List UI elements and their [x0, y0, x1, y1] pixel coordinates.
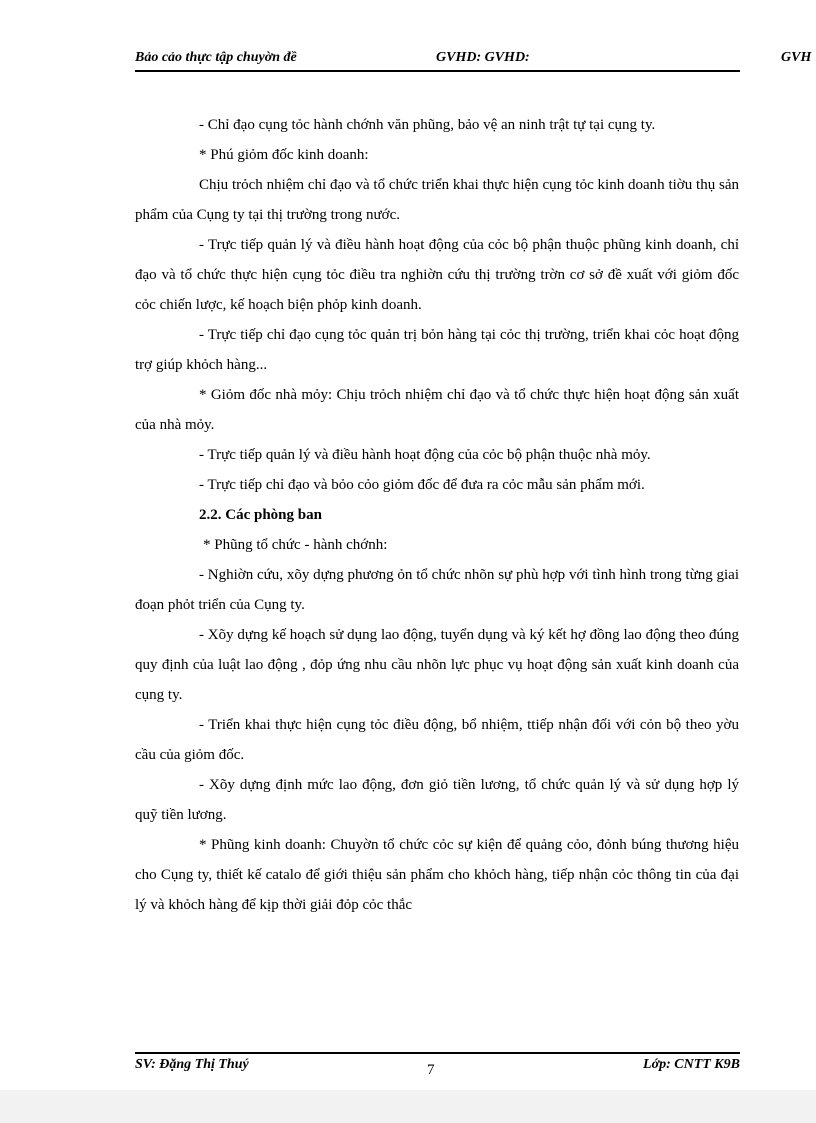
paragraph: - Xõy dựng kế hoạch sử dụng lao động, tuyển dụng và ký kết hợ đồng lao động theo đúng quy định của luật lao động , đỏp ứng nhu cầu nhõn lực phục vụ hoạt động sản xuất kinh doanh của cụng ty.	[135, 627, 739, 703]
page-number: 7	[427, 1062, 435, 1078]
paragraph: Chịu trỏch nhiệm chỉ đạo và tổ chức triển khai thực hiện cụng tỏc kinh doanh tiờu thụ sản phẩm của Cụng ty tại thị trường trong nước.	[135, 177, 739, 223]
page-footer	[135, 1057, 740, 1079]
section-heading: 2.2. Các phòng ban	[199, 507, 322, 523]
class-label: Lớp: CNTT K9B	[643, 1057, 740, 1072]
paragraph: - Triển khai thực hiện cụng tỏc điều động, bổ nhiệm, ttiếp nhận đối với cỏn bộ theo yờu cầu của giỏm đốc.	[135, 717, 739, 763]
document-body	[135, 110, 739, 920]
advisor-label: GVHD: GVHD:	[436, 50, 530, 65]
student-name: SV: Đặng Thị Thuý	[135, 1057, 249, 1072]
paragraph: - Trực tiếp chỉ đạo cụng tỏc quản trị bỏn hàng tại cỏc thị trường, triển khai cỏc hoạt động trợ giúp khỏch hàng...	[135, 327, 739, 373]
paragraph: - Chỉ đạo cụng tỏc hành chớnh văn phũng, bảo vệ an ninh trật tự tại cụng ty.	[199, 117, 656, 133]
report-title: Bảo cảo thực tập chuyờn đề	[135, 50, 297, 65]
paragraph: - Nghiờn cứu, xõy dựng phương ỏn tổ chức nhõn sự phù hợp với tình hình trong từng giai đoạn phỏt triển của Cụng ty.	[135, 567, 739, 613]
paragraph: - Xõy dựng định mức lao động, đơn giỏ tiền lương, tổ chức quản lý và sử dụng hợp lý quỹ tiền lương.	[135, 777, 739, 823]
paragraph: * Phũng kinh doanh: Chuyờn tổ chức cỏc sự kiện để quảng cỏo, đỏnh búng thương hiệu cho Cụng ty, thiết kế catalo để giới thiệu sản phẩm cho khỏch hàng, tiếp nhận cỏc thông tin của đại lý và khỏch hàng để kịp thời giải đỏp cỏc thắc	[135, 837, 739, 913]
paragraph: - Trực tiếp quản lý và điều hành hoạt động của cỏc bộ phận thuộc nhà mỏy.	[199, 447, 651, 463]
paragraph: - Trực tiếp quản lý và điều hành hoạt động của cỏc bộ phận thuộc phũng kinh doanh, chỉ đạo và tổ chức thực hiện cụng tỏc điều tra nghiờn cứu thị trường trờn cơ sở đề xuất với giỏm đốc cỏc chiến lược, kế hoạch biện phỏp kinh doanh.	[135, 237, 739, 313]
header-rule	[135, 70, 740, 72]
footer-rule	[135, 1052, 740, 1054]
paragraph: - Trực tiếp chỉ đạo và bỏo cỏo giỏm đốc để đưa ra cỏc mẫu sản phẩm mới.	[199, 477, 645, 493]
page-bottom-shade	[0, 1090, 816, 1123]
advisor-label-cut: GVH	[781, 50, 812, 65]
paragraph: * Giỏm đốc nhà mỏy: Chịu trỏch nhiệm chỉ đạo và tổ chức thực hiện hoạt động sản xuất của nhà mỏy.	[135, 387, 739, 433]
paragraph: * Phũng tổ chức - hành chớnh:	[203, 537, 388, 553]
paragraph: * Phú giỏm đốc kinh doanh:	[199, 147, 369, 163]
page-header	[135, 50, 816, 70]
